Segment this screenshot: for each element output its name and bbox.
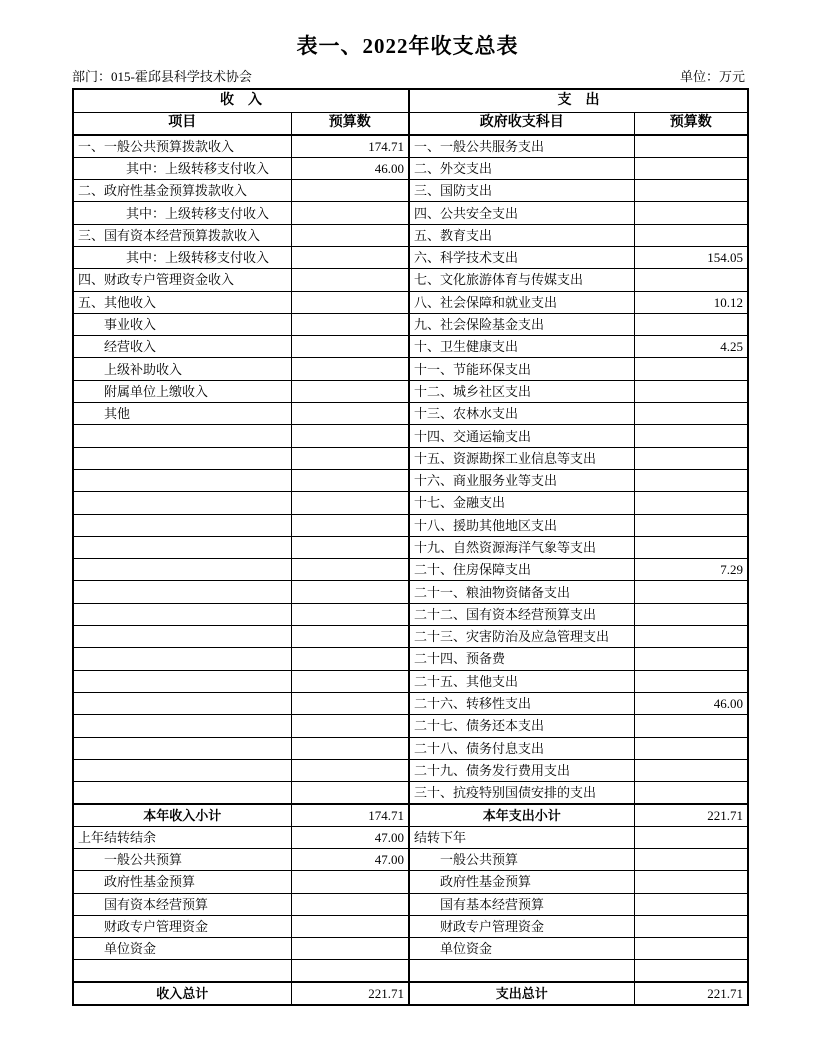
meta-row (72, 66, 745, 85)
expense-item-cell: 十二、城乡社区支出 (409, 380, 634, 402)
income-value-cell: 46.00 (291, 157, 409, 179)
expense-value-cell (634, 826, 748, 848)
table-row (73, 915, 748, 937)
income-value-cell (291, 692, 409, 714)
section-header-row (73, 89, 748, 112)
expense-item-cell: 八、社会保障和就业支出 (409, 291, 634, 313)
col-header-income-item: 项目 (73, 112, 291, 135)
income-item-cell: 其中：上级转移支付收入 (73, 202, 291, 224)
page-title: 表一、2022年收支总表 (296, 34, 519, 58)
income-value-cell: 174.71 (291, 804, 409, 826)
table-row (73, 447, 748, 469)
table-row (73, 180, 748, 202)
income-item-cell (73, 425, 291, 447)
table-row (73, 670, 748, 692)
income-value-cell (291, 469, 409, 491)
table-row (73, 425, 748, 447)
income-item-cell: 经营收入 (73, 336, 291, 358)
expense-item-cell: 二十二、国有资本经营预算支出 (409, 603, 634, 625)
table-row (73, 336, 748, 358)
income-item-cell (73, 514, 291, 536)
income-item-cell (73, 581, 291, 603)
table-row (73, 804, 748, 826)
expense-item-cell: 七、文化旅游体育与传媒支出 (409, 269, 634, 291)
expense-value-cell (634, 224, 748, 246)
income-item-cell: 二、政府性基金预算拨款收入 (73, 180, 291, 202)
expense-value-cell (634, 581, 748, 603)
income-item-cell (73, 692, 291, 714)
expense-value-cell (634, 514, 748, 536)
department-label: 部门：015-霍邱县科学技术协会 (72, 69, 252, 84)
expense-item-cell: 二十九、债务发行费用支出 (409, 759, 634, 781)
expense-value-cell (634, 603, 748, 625)
income-item-cell: 财政专户管理资金 (73, 915, 291, 937)
income-item-cell (73, 648, 291, 670)
income-value-cell (291, 336, 409, 358)
expense-item-cell: 单位资金 (409, 938, 634, 960)
income-value-cell (291, 514, 409, 536)
income-item-cell: 其他 (73, 403, 291, 425)
table-row (73, 403, 748, 425)
expense-item-cell: 十四、交通运输支出 (409, 425, 634, 447)
expense-value-cell: 221.71 (634, 804, 748, 826)
income-section-header: 收 入 (73, 89, 409, 112)
expense-item-cell: 二十五、其他支出 (409, 670, 634, 692)
income-item-cell: 收入总计 (73, 982, 291, 1004)
table-row (73, 692, 748, 714)
expense-value-cell (634, 180, 748, 202)
table-row (73, 737, 748, 759)
expense-item-cell: 本年支出小计 (409, 804, 634, 826)
table-row (73, 559, 748, 581)
income-value-cell (291, 403, 409, 425)
income-item-cell (73, 670, 291, 692)
expense-value-cell (634, 915, 748, 937)
table-row (73, 759, 748, 781)
expense-value-cell (634, 202, 748, 224)
table-row (73, 135, 748, 157)
expense-item-cell: 十一、节能环保支出 (409, 358, 634, 380)
income-value-cell: 47.00 (291, 826, 409, 848)
income-value-cell (291, 224, 409, 246)
income-item-cell (73, 715, 291, 737)
table-row (73, 938, 748, 960)
expense-item-cell: 九、社会保险基金支出 (409, 313, 634, 335)
table-row (73, 626, 748, 648)
table-row (73, 380, 748, 402)
expense-item-cell: 十九、自然资源海洋气象等支出 (409, 536, 634, 558)
table-row (73, 514, 748, 536)
table-row (73, 224, 748, 246)
table-row (73, 492, 748, 514)
income-item-cell: 单位资金 (73, 938, 291, 960)
table-row (73, 893, 748, 915)
expense-item-cell: 十三、农林水支出 (409, 403, 634, 425)
income-value-cell (291, 871, 409, 893)
expense-item-cell: 十七、金融支出 (409, 492, 634, 514)
income-value-cell (291, 915, 409, 937)
income-value-cell (291, 648, 409, 670)
expense-value-cell: 154.05 (634, 246, 748, 268)
expense-value-cell (634, 759, 748, 781)
income-item-cell (73, 492, 291, 514)
expense-item-cell: 二十一、粮油物资储备支出 (409, 581, 634, 603)
expense-value-cell: 7.29 (634, 559, 748, 581)
income-value-cell (291, 559, 409, 581)
table-row (73, 603, 748, 625)
income-value-cell: 221.71 (291, 982, 409, 1004)
income-value-cell (291, 246, 409, 268)
col-header-expense-item: 政府收支科目 (409, 112, 634, 135)
expense-value-cell (634, 157, 748, 179)
income-value-cell (291, 603, 409, 625)
expense-value-cell (634, 626, 748, 648)
income-item-cell (73, 759, 291, 781)
expense-value-cell (634, 492, 748, 514)
expense-item-cell: 二、外交支出 (409, 157, 634, 179)
expense-value-cell: 10.12 (634, 291, 748, 313)
income-item-cell (73, 626, 291, 648)
income-value-cell (291, 447, 409, 469)
expense-item-cell: 十五、资源勘探工业信息等支出 (409, 447, 634, 469)
expense-value-cell: 221.71 (634, 982, 748, 1004)
expense-value-cell (634, 425, 748, 447)
expense-value-cell (634, 938, 748, 960)
table-row (73, 202, 748, 224)
income-item-cell: 上年结转结余 (73, 826, 291, 848)
expense-value-cell (634, 447, 748, 469)
expense-value-cell: 4.25 (634, 336, 748, 358)
income-item-cell: 政府性基金预算 (73, 871, 291, 893)
expense-value-cell (634, 960, 748, 982)
income-item-cell: 国有资本经营预算 (73, 893, 291, 915)
expense-value-cell (634, 135, 748, 157)
expense-item-cell: 一、一般公共服务支出 (409, 135, 634, 157)
budget-table-body (73, 135, 748, 1005)
expense-item-cell (409, 960, 634, 982)
expense-value-cell (634, 737, 748, 759)
expense-value-cell (634, 313, 748, 335)
income-value-cell (291, 581, 409, 603)
expense-section-header: 支 出 (409, 89, 748, 112)
expense-item-cell: 支出总计 (409, 982, 634, 1004)
expense-item-cell: 二十六、转移性支出 (409, 692, 634, 714)
expense-item-cell: 五、教育支出 (409, 224, 634, 246)
expense-item-cell: 三、国防支出 (409, 180, 634, 202)
income-value-cell (291, 425, 409, 447)
expense-item-cell: 十六、商业服务业等支出 (409, 469, 634, 491)
income-value-cell (291, 782, 409, 804)
income-item-cell: 事业收入 (73, 313, 291, 335)
income-item-cell (73, 737, 291, 759)
expense-item-cell: 二十、住房保障支出 (409, 559, 634, 581)
expense-item-cell: 六、科学技术支出 (409, 246, 634, 268)
income-item-cell: 一般公共预算 (73, 849, 291, 871)
income-value-cell (291, 291, 409, 313)
expense-value-cell (634, 269, 748, 291)
column-header-row (73, 112, 748, 135)
expense-value-cell (634, 715, 748, 737)
income-value-cell (291, 202, 409, 224)
income-value-cell (291, 269, 409, 291)
expense-item-cell: 一般公共预算 (409, 849, 634, 871)
col-header-income-budget: 预算数 (291, 112, 409, 135)
income-item-cell (73, 447, 291, 469)
income-value-cell (291, 180, 409, 202)
table-row (73, 246, 748, 268)
expense-value-cell (634, 782, 748, 804)
income-item-cell: 一、一般公共预算拨款收入 (73, 135, 291, 157)
income-value-cell (291, 893, 409, 915)
expense-value-cell (634, 403, 748, 425)
table-row (73, 849, 748, 871)
income-item-cell: 四、财政专户管理资金收入 (73, 269, 291, 291)
expense-item-cell: 国有基本经营预算 (409, 893, 634, 915)
expense-value-cell (634, 893, 748, 915)
table-row (73, 782, 748, 804)
table-row (73, 269, 748, 291)
table-row (73, 648, 748, 670)
income-item-cell: 五、其他收入 (73, 291, 291, 313)
income-item-cell: 三、国有资本经营预算拨款收入 (73, 224, 291, 246)
expense-item-cell: 二十四、预备费 (409, 648, 634, 670)
income-item-cell (73, 469, 291, 491)
income-item-cell (73, 960, 291, 982)
expense-item-cell: 政府性基金预算 (409, 871, 634, 893)
table-row (73, 871, 748, 893)
expense-item-cell: 二十八、债务付息支出 (409, 737, 634, 759)
unit-label: 单位：万元 (679, 69, 745, 84)
table-row (73, 960, 748, 982)
income-value-cell (291, 626, 409, 648)
expense-item-cell: 十八、援助其他地区支出 (409, 514, 634, 536)
table-row (73, 581, 748, 603)
expense-value-cell (634, 380, 748, 402)
income-item-cell (73, 782, 291, 804)
table-row (73, 469, 748, 491)
expense-value-cell (634, 358, 748, 380)
expense-value-cell (634, 648, 748, 670)
income-item-cell (73, 603, 291, 625)
table-row (73, 291, 748, 313)
income-item-cell: 上级补助收入 (73, 358, 291, 380)
table-row (73, 313, 748, 335)
table-row (73, 982, 748, 1004)
table-row (73, 826, 748, 848)
income-value-cell (291, 715, 409, 737)
income-value-cell (291, 358, 409, 380)
income-value-cell (291, 536, 409, 558)
income-value-cell: 47.00 (291, 849, 409, 871)
table-row (73, 715, 748, 737)
income-value-cell (291, 380, 409, 402)
income-value-cell (291, 492, 409, 514)
expense-value-cell (634, 871, 748, 893)
table-row (73, 358, 748, 380)
col-header-expense-budget: 预算数 (634, 112, 748, 135)
income-item-cell: 其中：上级转移支付收入 (73, 157, 291, 179)
expense-item-cell: 十、卫生健康支出 (409, 336, 634, 358)
expense-value-cell: 46.00 (634, 692, 748, 714)
expense-item-cell: 二十三、灾害防治及应急管理支出 (409, 626, 634, 648)
expense-item-cell: 财政专户管理资金 (409, 915, 634, 937)
income-value-cell (291, 670, 409, 692)
income-value-cell (291, 313, 409, 335)
expense-value-cell (634, 536, 748, 558)
expense-value-cell (634, 469, 748, 491)
income-item-cell: 附属单位上缴收入 (73, 380, 291, 402)
income-item-cell (73, 559, 291, 581)
budget-table (72, 88, 749, 1006)
income-item-cell: 其中：上级转移支付收入 (73, 246, 291, 268)
expense-item-cell: 四、公共安全支出 (409, 202, 634, 224)
income-value-cell: 174.71 (291, 135, 409, 157)
expense-item-cell: 二十七、债务还本支出 (409, 715, 634, 737)
income-value-cell (291, 759, 409, 781)
expense-value-cell (634, 849, 748, 871)
expense-value-cell (634, 670, 748, 692)
table-row (73, 536, 748, 558)
income-item-cell (73, 536, 291, 558)
income-value-cell (291, 960, 409, 982)
income-value-cell (291, 737, 409, 759)
income-value-cell (291, 938, 409, 960)
income-item-cell: 本年收入小计 (73, 804, 291, 826)
expense-item-cell: 三十、抗疫特别国债安排的支出 (409, 782, 634, 804)
expense-item-cell: 结转下年 (409, 826, 634, 848)
table-row (73, 157, 748, 179)
